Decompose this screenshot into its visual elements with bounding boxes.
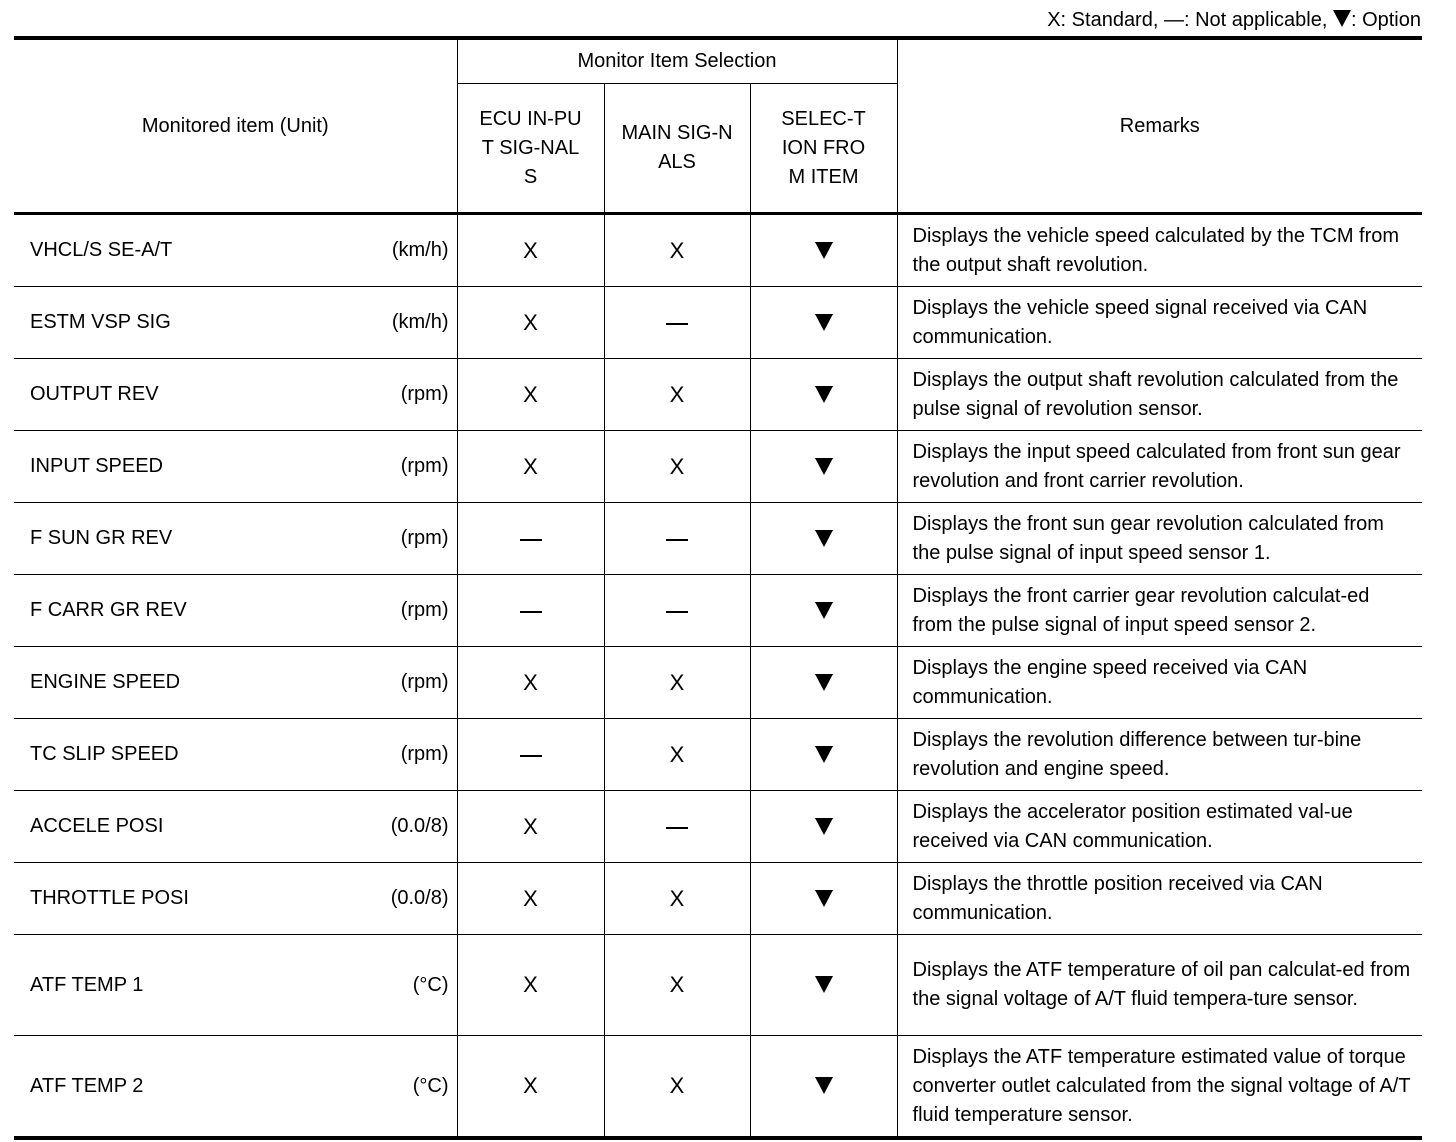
down-triangle-icon [815,818,833,835]
item-name: ATF TEMP 2 [30,1074,144,1097]
item-name: OUTPUT REV [30,383,159,405]
item-unit: (rpm) [400,455,449,477]
not-applicable-mark [604,791,750,863]
header-remarks: Remarks [897,38,1422,214]
item-unit: (km/h) [391,239,449,261]
down-triangle-icon [1333,10,1351,27]
dash-icon [666,539,688,541]
selection-mark [750,214,897,287]
selection-mark [750,575,897,647]
monitored-item-cell [14,287,457,359]
table-row [14,719,1422,791]
remark-cell: Displays the ATF temperature of oil pan calculat-ed from the signal voltage of A/T fluid tempera-ture sensor. [897,935,1422,1036]
down-triangle-icon [815,890,833,907]
selection-mark [750,287,897,359]
monitored-item-cell [14,359,457,431]
item-name: ESTM VSP SIG [30,311,171,333]
standard-mark: X [604,214,750,287]
monitored-item-cell [14,431,457,503]
not-applicable-mark [457,575,604,647]
standard-mark: X [604,359,750,431]
header-selection-from-item [750,84,897,214]
standard-mark: X [604,1036,750,1139]
selection-mark [750,503,897,575]
remark-cell: Displays the front carrier gear revolution calculat-ed from the pulse signal of input speed sensor 2. [897,575,1422,647]
standard-mark: X [457,935,604,1036]
monitored-item-cell [14,791,457,863]
standard-mark: X [457,287,604,359]
monitored-item-cell [14,503,457,575]
down-triangle-icon [815,242,833,259]
down-triangle-icon [815,976,833,993]
item-name: ENGINE SPEED [30,671,181,693]
remark-cell: Displays the input speed calculated from front sun gear revolution and front carrier revolution. [897,431,1422,503]
standard-mark: X [457,863,604,935]
down-triangle-icon [815,314,833,331]
remark-cell: Displays the output shaft revolution calculated from the pulse signal of revolution sensor. [897,359,1422,431]
table-row [14,431,1422,503]
selection-mark [750,863,897,935]
dash-icon [666,611,688,613]
not-applicable-mark [457,719,604,791]
not-applicable-mark [457,503,604,575]
table-row [14,503,1422,575]
monitored-item-cell [14,647,457,719]
legend-not-applicable: —: Not applicable, [1163,9,1333,31]
down-triangle-icon [815,602,833,619]
down-triangle-icon [815,386,833,403]
item-name: THROTTLE POSI [30,887,189,909]
selection-mark [750,1036,897,1139]
standard-mark: X [604,863,750,935]
item-name: ATF TEMP 1 [30,973,144,996]
selection-mark [750,791,897,863]
item-unit: (°C) [412,1074,449,1097]
header-ecu-input-signals [457,84,604,214]
dash-icon [520,611,542,613]
not-applicable-mark [604,503,750,575]
item-unit: (km/h) [391,311,449,333]
remark-cell: Displays the revolution difference between tur-bine revolution and engine speed. [897,719,1422,791]
down-triangle-icon [815,1077,833,1094]
header-monitored-item: Monitored item (Unit) [14,38,457,214]
remark-cell: Displays the ATF temperature estimated value of torque converter outlet calculated from the signal voltage of A/T fluid temperature sensor. [897,1036,1422,1139]
item-unit: (rpm) [400,383,449,405]
item-unit: (°C) [412,973,449,996]
table-row [14,791,1422,863]
standard-mark: X [457,359,604,431]
monitored-item-cell [14,214,457,287]
remark-cell: Displays the engine speed received via CAN communication. [897,647,1422,719]
dash-icon [520,539,542,541]
standard-mark: X [457,1036,604,1139]
item-name: VHCL/S SE-A/T [30,239,173,261]
item-unit: (rpm) [400,599,449,621]
down-triangle-icon [815,674,833,691]
selection-mark [750,431,897,503]
table-row [14,359,1422,431]
table-row [14,214,1422,287]
remark-cell: Displays the front sun gear revolution calculated from the pulse signal of input speed sensor 1. [897,503,1422,575]
table-row [14,575,1422,647]
standard-mark: X [457,431,604,503]
selection-mark [750,935,897,1036]
legend-option: : Option [1350,9,1421,31]
dash-icon [666,323,688,325]
selection-mark [750,359,897,431]
selection-mark [750,647,897,719]
remark-cell: Displays the accelerator position estimated val-ue received via CAN communication. [897,791,1422,863]
item-name: TC SLIP SPEED [30,743,179,765]
monitored-item-cell [14,719,457,791]
item-name: ACCELE POSI [30,815,164,837]
table-row [14,287,1422,359]
monitored-item-cell [14,1036,457,1139]
table-row [14,1036,1422,1139]
header-monitor-item-selection: Monitor Item Selection [457,38,897,84]
monitored-item-cell [14,863,457,935]
header-main-signals-label: MAIN SIG-NALS [621,122,733,173]
standard-mark: X [604,935,750,1036]
monitor-item-table [14,36,1422,1140]
standard-mark: X [457,214,604,287]
monitored-item-cell [14,935,457,1036]
remark-cell: Displays the vehicle speed calculated by the TCM from the output shaft revolution. [897,214,1422,287]
standard-mark: X [604,647,750,719]
table-row [14,935,1422,1036]
header-ecu-input-signals-label: ECU IN-PUT SIG-NALS [479,107,582,188]
item-name: F SUN GR REV [30,527,173,549]
item-unit: (0.0/8) [390,887,449,909]
remark-cell: Displays the vehicle speed signal received via CAN communication. [897,287,1422,359]
not-applicable-mark [604,287,750,359]
item-unit: (0.0/8) [390,815,449,837]
down-triangle-icon [815,530,833,547]
table-row [14,863,1422,935]
standard-mark: X [457,647,604,719]
standard-mark: X [604,719,750,791]
standard-mark: X [604,431,750,503]
header-main-signals [604,84,750,214]
header-selection-from-item-label: SELEC-TION FROM ITEM [781,107,866,188]
item-unit: (rpm) [400,527,449,549]
dash-icon [666,827,688,829]
legend-standard: X: Standard, [1047,9,1164,31]
legend [1047,6,1421,34]
not-applicable-mark [604,575,750,647]
down-triangle-icon [815,746,833,763]
item-name: F CARR GR REV [30,599,187,621]
dash-icon [520,755,542,757]
item-unit: (rpm) [400,671,449,693]
item-name: INPUT SPEED [30,455,163,477]
remark-cell: Displays the throttle position received via CAN communication. [897,863,1422,935]
standard-mark: X [457,791,604,863]
selection-mark [750,719,897,791]
table-row [14,647,1422,719]
down-triangle-icon [815,458,833,475]
item-unit: (rpm) [400,743,449,765]
monitored-item-cell [14,575,457,647]
